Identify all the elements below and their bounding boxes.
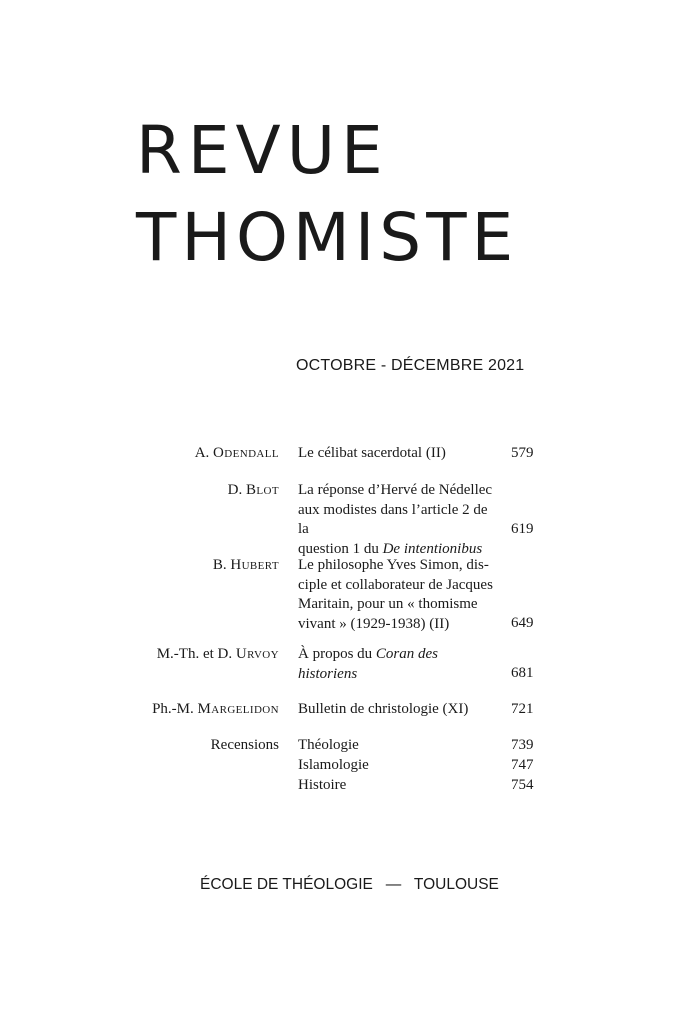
review-page: 739 [511,737,534,753]
author-initials: D. [227,482,246,498]
title-text: question 1 du [298,540,383,557]
entry-author [228,481,279,501]
entry-page: 649 [511,615,534,631]
journal-title-line-1: REVUE [136,112,389,189]
author-surname: Odendall [213,445,279,461]
author-initials: A. [194,445,214,461]
author-initials: B. [212,557,231,573]
entry-title[interactable] [298,700,498,720]
entry-title[interactable] [298,556,498,634]
entry-title-line: La réponse d’Hervé de Nédellec [298,482,493,498]
entry-page: 619 [511,521,534,537]
review-page: 747 [511,757,534,773]
author-initials: M.-Th. et D. [156,646,236,662]
title-italic: De intentionibus [382,540,483,557]
review-item[interactable]: Histoire [298,777,347,793]
entry-title[interactable] [298,444,473,464]
entry-author [213,556,279,576]
reviews-label: Recensions [210,737,279,753]
author-initials: Ph.-M. [152,701,198,717]
publisher-footer: ÉCOLE DE THÉOLOGIE — TOULOUSE [200,876,499,893]
author-surname: Margelidon [197,701,279,717]
entry-title-line [298,645,473,665]
entry-title-line: vivant » (1929-1938) (II) [298,615,450,632]
entry-title[interactable] [298,645,473,684]
entry-title-line: ciple et collaborateur de Jacques [298,576,493,593]
entry-page: 681 [511,665,534,681]
author-surname: Blot [246,482,279,498]
entry-title[interactable] [298,481,498,559]
author-surname: Urvoy [235,646,279,662]
title-text: À propos du [298,646,376,662]
entry-title-line: Bulletin de christologie (XI) [298,701,469,717]
review-item[interactable]: Théologie [298,737,359,753]
entry-title-line: Le célibat sacerdotal (II) [298,445,446,461]
journal-title-line-2: THOMISTE [136,199,519,276]
entry-author [195,444,279,464]
review-page: 754 [511,777,534,793]
title-italic: Coran des [375,646,439,662]
issue-period: OCTOBRE - DÉCEMBRE 2021 [296,357,525,374]
entry-author [157,645,279,665]
entry-title-line: Maritain, pour un « thomisme [298,596,478,612]
entry-title-line: Le philosophe Yves Simon, dis- [298,557,489,573]
entry-page: 579 [511,445,534,461]
entry-title-line: aux modistes dans l’article 2 de la [298,501,488,537]
entry-title-line: historiens [298,665,358,682]
entry-page: 721 [511,701,534,717]
review-item[interactable]: Islamologie [298,757,369,773]
entry-author [152,700,279,720]
author-surname: Hubert [230,557,279,573]
